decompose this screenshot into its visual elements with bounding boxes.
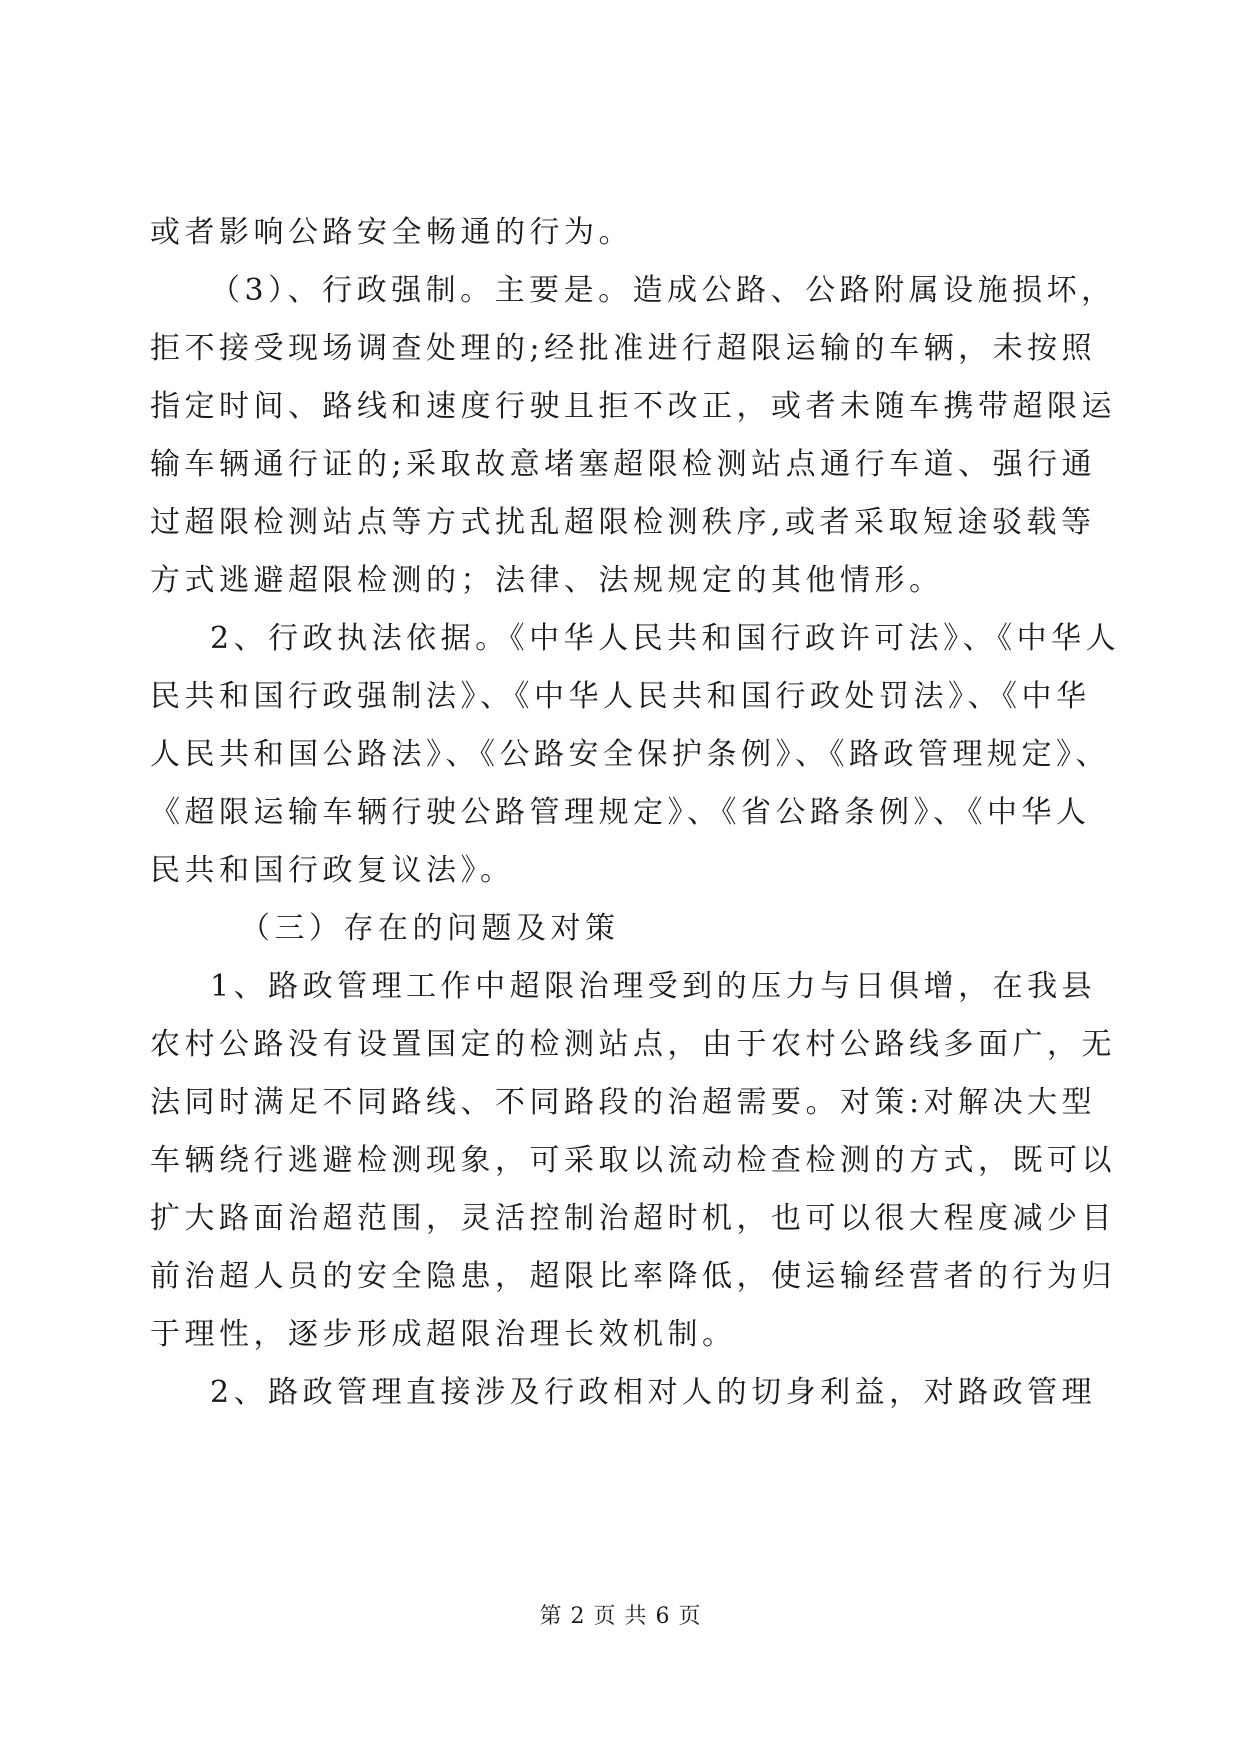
text-line-9: 民共和国行政强制法》、《中华人民共和国行政处罚法》、《中华 [150, 679, 1091, 714]
text-line-3: 拒不接受现场调查处理的;经批准进行超限运输的车辆，未按照 [150, 331, 1097, 366]
text-line-20: 于理性，逐步形成超限治理长效机制。 [150, 1317, 737, 1352]
text-line-16: 法同时满足不同路线、不同路段的治超需要。对策:对解决大型 [150, 1085, 1097, 1120]
text-line-7: 方式逃避超限检测的；法律、法规规定的其他情形。 [150, 563, 944, 598]
text-line-11: 《超限运输车辆行驶公路管理规定》、《省公路条例》、《中华人 [150, 795, 1091, 830]
text-line-4: 指定时间、路线和速度行驶且拒不改正，或者未随车携带超限运 [150, 389, 1116, 424]
section-heading: （三）存在的问题及对策 [240, 911, 620, 946]
text-line-19: 前治超人员的安全隐患，超限比率降低，使运输经营者的行为归 [150, 1259, 1116, 1294]
text-line-5: 输车辆通行证的;采取故意堵塞超限检测站点通行车道、强行通 [150, 447, 1097, 482]
text-line-8: 2、行政执法依据。《中华人民共和国行政许可法》、《中华人 [210, 621, 1121, 656]
text-line-18: 扩大路面治超范围，灵活控制治超时机，也可以很大程度减少目 [150, 1201, 1116, 1236]
text-line-17: 车辆绕行逃避检测现象，可采取以流动检查检测的方式，既可以 [150, 1143, 1116, 1178]
text-line-6: 过超限检测站点等方式扰乱超限检测秩序,或者采取短途驳载等 [150, 505, 1096, 540]
text-line-12: 民共和国行政复议法》。 [150, 853, 515, 888]
text-line-21: 2、路政管理直接涉及行政相对人的切身利益，对路政管理 [210, 1375, 1097, 1410]
text-line-2: （3）、行政强制。主要是。造成公路、公路附属设施损坏， [210, 273, 1116, 308]
text-line-14: 1、路政管理工作中超限治理受到的压力与日俱增，在我县 [210, 969, 1097, 1004]
text-line-15: 农村公路没有设置国定的检测站点，由于农村公路线多面广，无 [150, 1027, 1116, 1062]
text-line-1: 或者影响公路安全畅通的行为。 [150, 215, 633, 250]
text-line-10: 人民共和国公路法》、《公路安全保护条例》、《路政管理规定》、 [150, 737, 1110, 772]
page-number-footer: 第 2 页 共 6 页 [539, 1604, 702, 1629]
